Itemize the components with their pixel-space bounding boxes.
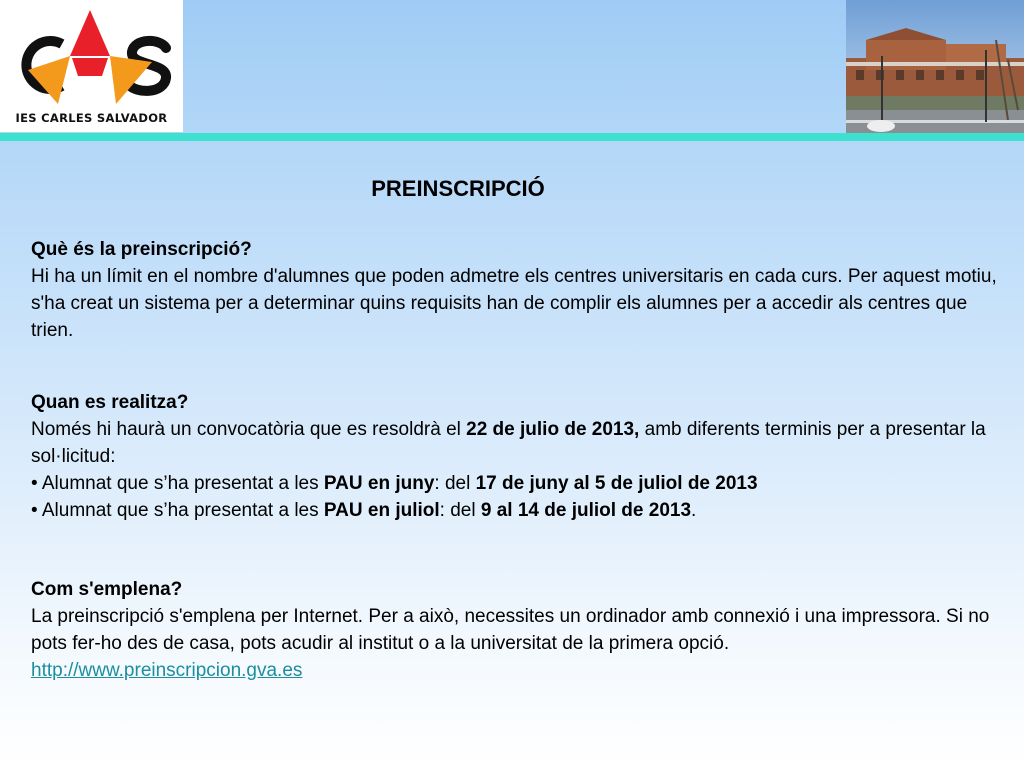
list-item: • Alumnat que s’ha presentat a les PAU en juny: del 17 de juny al 5 de juliol de 2013	[31, 473, 758, 494]
logo-mark-icon	[0, 0, 183, 112]
section-how-question: Com s'emplena?	[31, 579, 183, 600]
section-what	[31, 236, 1001, 344]
list-item: • Alumnat que s’ha presentat a les PAU en juliol: del 9 al 14 de juliol de 2013.	[31, 500, 697, 521]
section-what-text: Hi ha un límit en el nombre d'alumnes que poden admetre els centres universitaris en cada curs. Per aquest motiu, s'ha creat un sistema per a determinar quins requisits han de complir els alumnes per a accedir als centres que trien.	[31, 266, 997, 341]
section-when	[31, 389, 1001, 524]
school-logo	[0, 0, 183, 132]
header	[0, 0, 1024, 134]
section-how	[31, 576, 1001, 684]
date-range: 9 al 14 de juliol de 2013	[480, 500, 692, 521]
page-title: PREINSCRIPCIÓ	[371, 176, 545, 201]
header-rule	[0, 133, 1024, 141]
exam-name: PAU en juny	[323, 473, 435, 494]
resolution-date: 22 de julio de 2013,	[466, 419, 640, 440]
bullet-icon: •	[31, 500, 38, 521]
section-when-intro: Només hi haurà un convocatòria que es resoldrà el 22 de julio de 2013, amb diferents terminis per a presentar la sol·licitud:	[31, 419, 986, 467]
section-what-question: Què és la preinscripció?	[31, 239, 252, 260]
section-how-text: La preinscripció s'emplena per Internet. Per a això, necessites un ordinador amb connexió i una impressora. Si no pots fer-ho des de casa, pots acudir al institut o a la universitat de la primera opció.	[31, 606, 990, 654]
section-when-question: Quan es realitza?	[31, 392, 189, 413]
bullet-icon: •	[31, 473, 38, 494]
school-building-photo	[846, 0, 1024, 133]
logo-school-name: IES CARLES SALVADOR	[15, 111, 168, 125]
preinscription-link[interactable]: http://www.preinscripcion.gva.es	[31, 660, 303, 681]
date-range: 17 de juny al 5 de juliol de 2013	[475, 473, 758, 494]
exam-name: PAU en juliol	[323, 500, 440, 521]
